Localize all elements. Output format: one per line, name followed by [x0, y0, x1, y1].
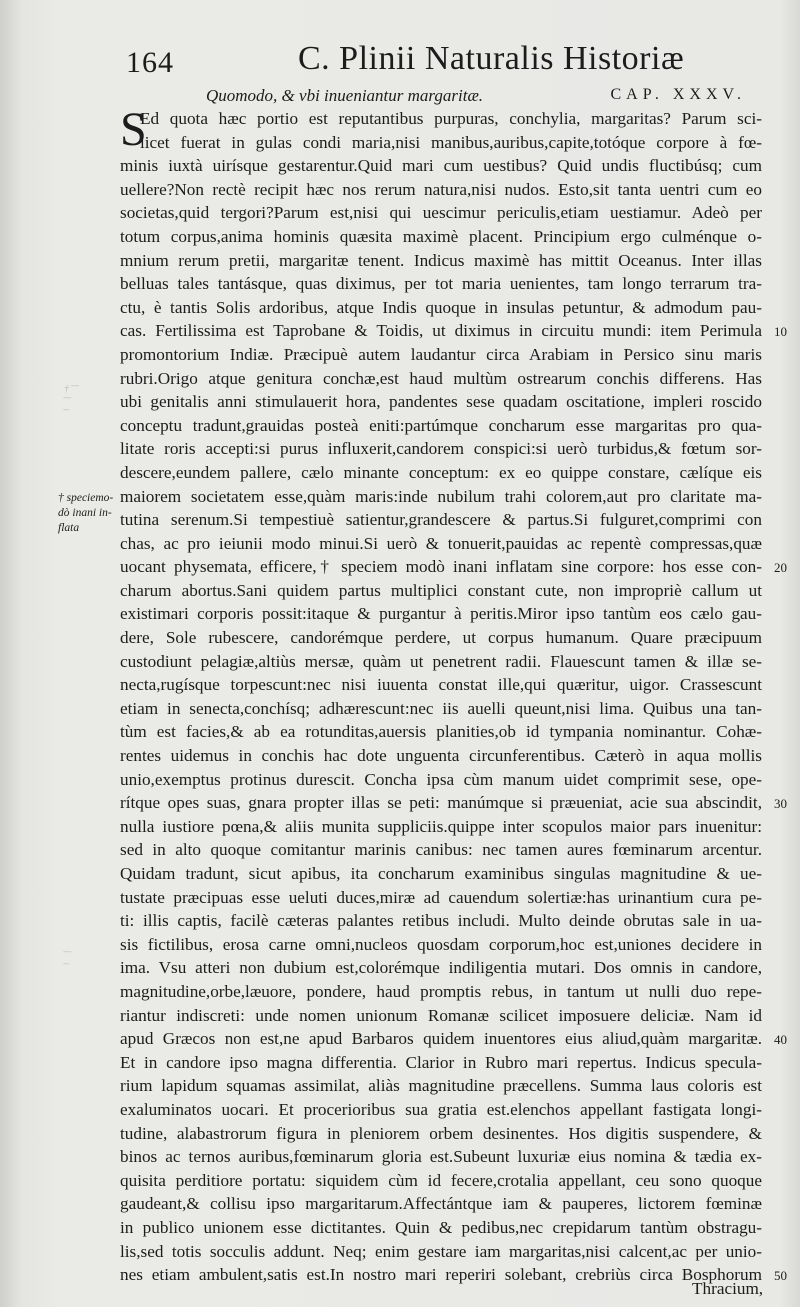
text-line: uellere?Non rectè recipit hæc nos rerum natura,nisi nudos. Esto,sit tanta uentri cum eo — [120, 179, 762, 199]
text-line: licet fuerat in gulas condi maria,nisi manibus,auribus,capite,totóque corpore à fœ- — [140, 132, 762, 152]
text-line: promontorium Indiæ. Præcipuè autem laudantur circa Arabiam in Persico sinu maris — [120, 344, 762, 364]
text-line: maiorem societatem esse,quàm maris:inde nubilum trahi colorem,aut pro claritate ma- — [120, 486, 762, 506]
chapter-label: CAP. XXXV. — [610, 86, 746, 103]
line-number: 40 — [774, 1032, 787, 1048]
text-line: ctu, è tantis Solis ardoribus, atque Indis quoque in insulas petuntur, & admodum pau- — [120, 297, 762, 317]
text-line: uocant physemata, efficere,† speciem modò inani inflatam sine corpore: hos esse con- — [120, 557, 762, 577]
text-line: unio,exemptus protinus durescit. Concha ipsa cùm manum uidet comprimit sese, ope- — [120, 769, 762, 789]
text-line: rium lapidum squamas assimilat, aliàs magnitudine præcellens. Summa laus coloris est — [120, 1076, 762, 1096]
text-line: in publico unionem esse dictitantes. Quin & pedibus,nec crepidarum tantùm obstragu- — [120, 1217, 762, 1237]
chapter-heading — [206, 86, 746, 108]
text-line: cas. Fertilissima est Taprobane & Toidis, ut diximus in circuitu mundi: item Perimula — [120, 321, 762, 341]
text-line: tutina serenum.Si tempestiuè satientur,grandescere & partus.Si fulguret,comprimi con — [120, 510, 762, 530]
line-number: 10 — [774, 324, 787, 340]
text-line: conceptu tradunt,grauidas posteà eniti:partúmque concharum esse margaritas pro qua- — [120, 415, 762, 435]
text-line: rentes uidemus in conchis hac dote unguenta circunferentibus. Cæterò in aqua mollis — [120, 746, 762, 766]
text-line: Quidam tradunt, sicut apibus, ita concharum examinibus singulas magnitudine & ue- — [120, 864, 762, 883]
text-line: totum corpus,anima hominis quæsita maximè placent. Principium ergo culménque o- — [120, 226, 762, 246]
text-line: necta,rugísque torpescunt:nec nisi iuuenta constat ille,qui quæritur, uigor. Crassescunt — [120, 675, 762, 695]
text-line: tudine, alabastrorum figura in pleniorem orbem desinentes. Hos digitis suspendere, & — [120, 1123, 762, 1143]
text-line: riantur indiscreti: unde nomen unionum Romanæ scilicet imposuere deliciæ. Nam id — [120, 1005, 762, 1025]
drop-capital: S — [120, 103, 147, 156]
text-line: Et in candore ipso magna differentia. Clarior in Rubro mari repertus. Indicus specula- — [120, 1052, 762, 1072]
text-line: Ed quota hæc portio est reputantibus purpuras, conchylia, margaritas? Parum sci- — [140, 109, 762, 128]
text-line: gaudeant,& collisu ipso margaritarum.Affectántque iam & pauperes, lictorem fœminæ — [120, 1194, 762, 1214]
text-line: sed in alto quoque comitantur marinis canibus: nec tamen aures fœminarum arcentur. — [120, 840, 762, 860]
text-line: lis,sed totis socculis addunt. Neq; enim gestare iam margaritas,nisi calcent,ac per unio- — [120, 1241, 762, 1261]
text-line: tustate præcipuas esse ueluti duces,miræ ad cauendum solertiæ:has urinantium cura pe- — [120, 887, 762, 907]
text-line: etiam in senecta,conchísq; adhærescunt:nec iis auelli queunt,nisi lima. Quibus una tan- — [120, 698, 762, 718]
catchword: Thracium, — [692, 1279, 764, 1298]
bleed-through-marks: † ̄ ̄ ̄ ̄ ̄ ̄ ̄ ̄ — [64, 384, 77, 419]
line-number: 50 — [774, 1268, 787, 1284]
running-title: C. Plinii Naturalis Historiæ — [298, 40, 685, 77]
text-line: litate roris accepti:si purus influxerit,candorem conspici:si uerò turbidus,& fœtum sor- — [120, 439, 762, 459]
text-line: descere,eundem pallere, cælo minante conceptum: ex eo quippe constare, cælíque eis — [120, 462, 762, 482]
text-line: rubri.Origo atque genitura conchæ,est haud multùm ostrearum conchis differens. Has — [120, 368, 762, 388]
text-line: ti: illis captis, facilè cæteras palantes retibus includi. Multo deinde obrutas sale in ua- — [120, 911, 762, 931]
text-line: tùm est facies,& ab ea rotunditas,auersis planities,ob id tympania nominantur. Cohæ- — [120, 722, 762, 742]
margin-note-line: dò inani in- — [58, 507, 112, 519]
text-line: mnium rerum pretii, margaritæ tenent. Indicus maximè has mittit Oceanus. Inter illas — [120, 250, 762, 270]
text-line: societas,quid tergori?Parum est,nisi qui uescimur periculis,etiam uestiamur. Adeò per — [120, 203, 762, 223]
page-number: 164 — [126, 46, 174, 79]
text-line: apud Græcos non est,ne apud Barbaros quidem inuentores eius aliud,quàm margaritæ. — [120, 1029, 762, 1049]
text-line: magnitudine,orbe,læuore, pondere, haud promptis rebus, in tantum ut nulli duo repe- — [120, 981, 762, 1001]
text-line: belluas tales tantásque, quas diximus, per tot maria uenientes, tam longo terrarum tra- — [120, 274, 762, 294]
text-line: chas, ac pro ieiunii modo minui.Si uerò & tonuerit,pauidas ac repentè compressas,quæ — [120, 533, 762, 553]
text-line: quisita perditiore portatu: siquidem cùm id fecere,crotalia appellant, ceu sono quoque — [120, 1170, 762, 1190]
text-line: nulla iustiore pœna,& aliis munita suppliciis.quippe inter scopulos maior pars inuenitur: — [120, 816, 762, 836]
margin-note — [58, 491, 120, 536]
text-line: custodiunt pelagiæ,altiùs mersæ, quàm ut penetrent radii. Flauescunt tamen & illæ se- — [120, 651, 762, 671]
text-line: exaluminatos uocari. Et procerioribus sua gratia est.elenchos appellant fastigata longi- — [120, 1099, 762, 1119]
text-line: charum abortus.Sani quidem partus multiplici constant cute, non impropriè callum ut — [120, 580, 762, 600]
bleed-through-marks-lower: ̄ ̄ ̄ ̄ ̄ — [64, 950, 69, 973]
body-text — [120, 103, 762, 1287]
text-line: ubi genitalis anni stimulauerit hora, pandentes sese quadam oscitatione, impleri roscido — [120, 392, 762, 412]
margin-note-line: flata — [58, 522, 80, 534]
text-line: ima. Vsu atteri non dubium est,colorémque indiligentia mutari. Dos omnis in candore, — [120, 958, 762, 978]
line-number: 30 — [774, 796, 787, 812]
text-line: minis iuxtà uirísque gestarentur.Quid mari cum uestibus? Quid undis fluctibúsq; cum — [120, 156, 762, 176]
text-line: binos ac ternos auribus,fœminarum gloria est.Subeunt luxuriæ eius nomina & tædia ex- — [120, 1147, 762, 1167]
text-line: sis fictilibus, erosa carne omni,nucleos quosdam corporum,hoc est,uniones decidere in — [120, 934, 762, 954]
text-line: nes etiam ambulent,satis est.In nostro mari reperiri solebant, crebriùs circa Bosphorum — [120, 1265, 762, 1285]
text-line: dere, Sole rubescere, candorémque perdere, ut corpus humanum. Quare præcipuum — [120, 628, 762, 648]
chapter-title: Quomodo, & vbi inueniantur margaritæ. — [206, 86, 484, 105]
text-line: rítque opes suas, gnara propter illas se peti: manúmque si præueniat, acie sua abscindit, — [120, 793, 762, 813]
margin-note-line: † speciemo- — [58, 492, 114, 504]
line-number: 20 — [774, 560, 787, 576]
text-line: existimari corporis possit:itaque & purgantur à peritis.Miror ipso tantùm eos cælo gau- — [120, 604, 762, 624]
